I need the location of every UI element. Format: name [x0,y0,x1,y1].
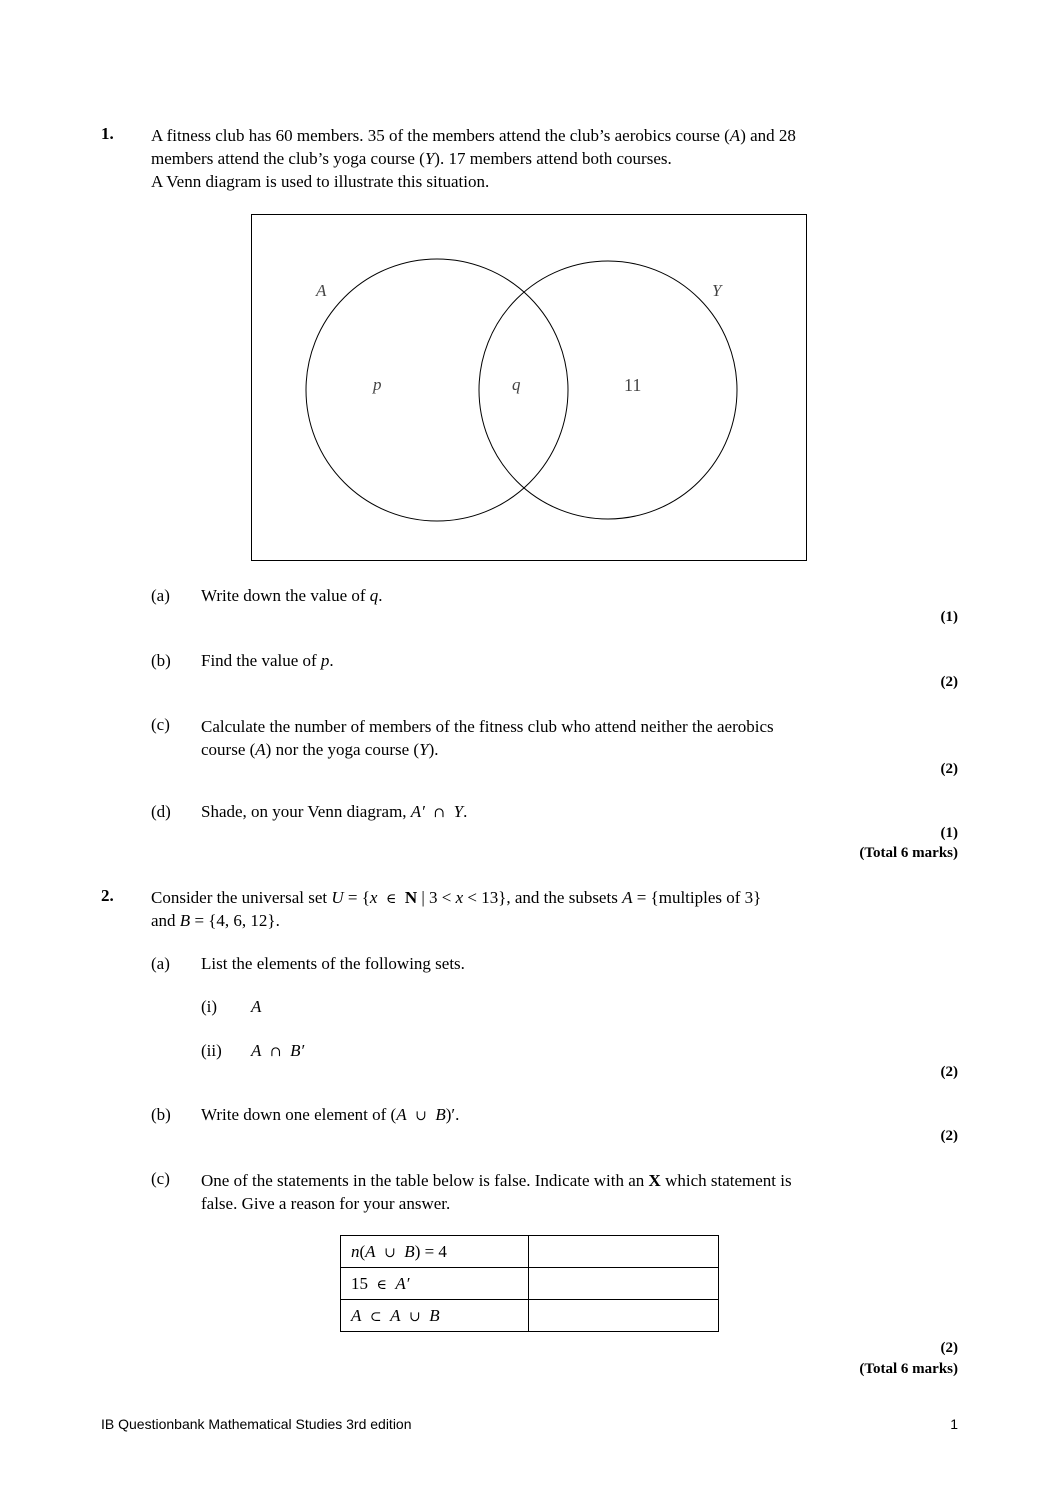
part-label: (b) [151,651,171,670]
venn-circles [252,215,808,562]
table-row [341,1236,719,1268]
question-intro-line-2: and B = {4, 6, 12}. [151,911,280,930]
region-y-only: 11 [624,375,642,395]
part-text: Find the value of p. [201,651,334,670]
part-label: (a) [151,954,170,973]
marks: (1) [940,825,958,841]
marks: (2) [940,761,958,777]
region-p: p [373,375,382,394]
part-text: List the elements of the following sets. [201,954,465,973]
footer-title: IB Questionbank Mathematical Studies 3rd edition [101,1416,412,1432]
venn-diagram [251,214,807,561]
question-number: 1. [101,124,114,143]
table-row [341,1268,719,1300]
marks: (2) [940,1064,958,1080]
statement-table [340,1235,719,1332]
page-number: 1 [950,1416,958,1432]
part-text: Shade, on your Venn diagram, A′ ∩ Y. [201,802,468,821]
answer-cell[interactable] [529,1236,719,1268]
part-text-line-1: One of the statements in the table below is false. Indicate with an X which statement is [201,1171,792,1190]
question-intro-line-2: members attend the club’s yoga course (Y). 17 members attend both courses. [151,149,672,168]
part-label: (a) [151,586,170,605]
total-marks: (Total 6 marks) [859,1361,958,1377]
part-text-line-2: course (A) nor the yoga course (Y). [201,740,439,759]
circle-a [306,259,568,521]
question-intro-line-1: Consider the universal set U = {x ∈ N | 3 < x < 13}, and the subsets A = {multiples of 3} [151,888,762,907]
part-label: (c) [151,715,170,734]
region-q: q [512,375,521,394]
answer-cell[interactable] [529,1268,719,1300]
subpart-expression: A [251,997,262,1016]
question-intro-line-3: A Venn diagram is used to illustrate this situation. [151,172,490,191]
total-marks: (Total 6 marks) [859,845,958,861]
statement-cell: A ⊂ A ∪ B [341,1300,529,1332]
part-text-line-2: false. Give a reason for your answer. [201,1194,451,1213]
part-label: (d) [151,802,171,821]
part-text-line-1: Calculate the number of members of the fitness club who attend neither the aerobics [201,717,774,736]
subpart-expression: A ∩ B′ [251,1041,305,1060]
part-label: (c) [151,1169,170,1188]
subpart-label: (ii) [201,1041,222,1060]
marks: (2) [940,1340,958,1356]
question-number: 2. [101,886,114,905]
table-row [341,1300,719,1332]
part-text: Write down the value of q. [201,586,383,605]
part-label: (b) [151,1105,171,1124]
answer-cell[interactable] [529,1300,719,1332]
question-intro-line-1: A fitness club has 60 members. 35 of the members attend the club’s aerobics course (A) and 28 [151,126,796,145]
statement-cell: 15 ∈ A′ [341,1268,529,1300]
set-label-a: A [316,281,327,300]
marks: (2) [940,674,958,690]
part-text: Write down one element of (A ∪ B)′. [201,1105,460,1124]
marks: (2) [940,1128,958,1144]
marks: (1) [940,609,958,625]
set-label-y: Y [712,281,722,300]
subpart-label: (i) [201,997,218,1016]
statement-cell: n(A ∪ B) = 4 [341,1236,529,1268]
